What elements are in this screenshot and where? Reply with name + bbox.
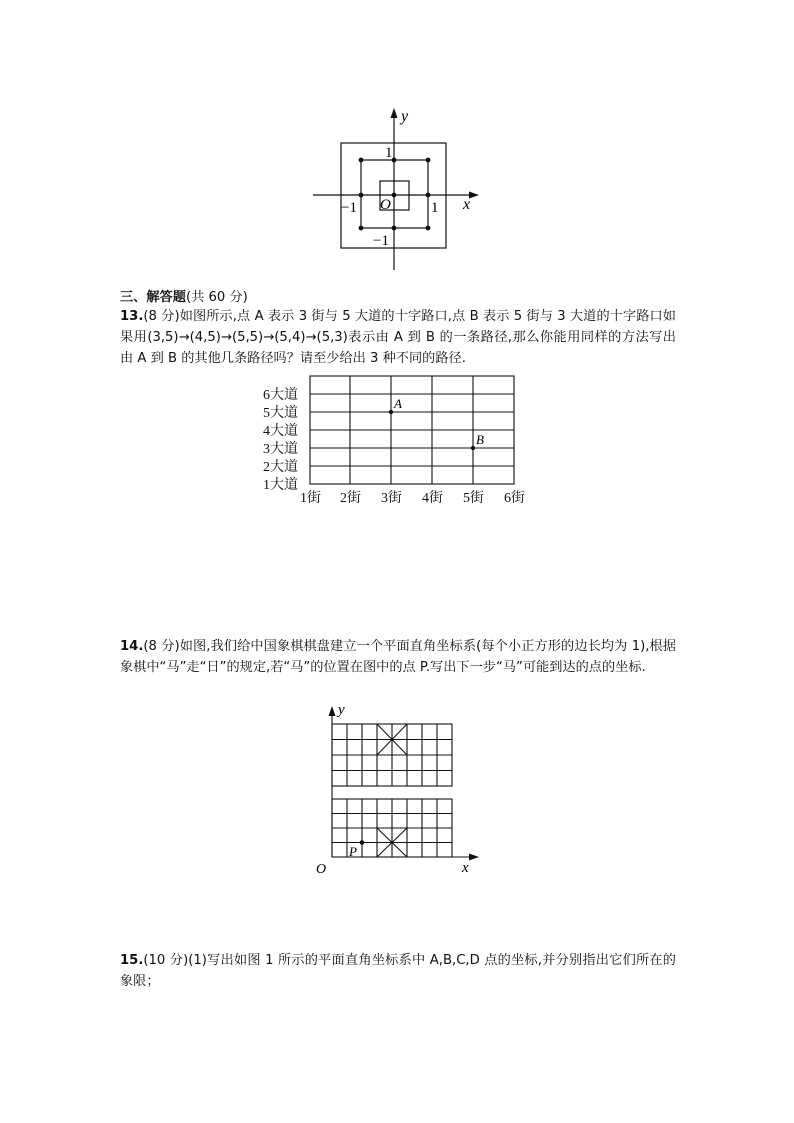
question-13-number: 13. — [120, 309, 144, 324]
avenue-label: 6大道 — [263, 388, 298, 403]
question-14 — [120, 636, 676, 678]
point-a-label: A — [394, 396, 402, 411]
dot-origin — [392, 193, 397, 198]
chess-board-figure — [310, 700, 490, 880]
origin-label: O — [316, 862, 327, 877]
point-p-dot — [360, 840, 365, 845]
tick-label-neg-x: −1 — [341, 200, 357, 216]
tick-label-neg-y: −1 — [373, 233, 389, 249]
question-14-text: (8 分)如图,我们给中国象棋棋盘建立一个平面直角坐标系(每个小正方形的边长均为 1),根据象棋中“马”走“日”的规定,若“马”的位置在图中的点 P.写出下一步“马”可能到达的点的坐标. — [120, 639, 676, 675]
dot-top-left — [359, 158, 364, 163]
avenue-label: 2大道 — [263, 460, 298, 475]
dot-bottom-mid — [392, 226, 397, 231]
question-15 — [120, 950, 676, 992]
point-b-label: B — [476, 432, 484, 447]
street-label: 3街 — [381, 491, 402, 506]
dot-top-right — [426, 158, 431, 163]
street-label: 4街 — [422, 491, 443, 506]
street-label: 2街 — [340, 491, 361, 506]
tick-label-pos-x: 1 — [431, 200, 439, 216]
x-axis-arrow — [469, 192, 479, 199]
avenue-label: 5大道 — [263, 406, 298, 421]
y-axis-arrow — [329, 706, 336, 716]
question-14-number: 14. — [120, 639, 144, 654]
tick-label-pos-y: 1 — [385, 145, 393, 161]
y-axis-arrow — [391, 108, 398, 118]
dot-mid-left — [359, 193, 364, 198]
x-axis-label: x — [463, 196, 471, 213]
question-13-text: (8 分)如图所示,点 A 表示 3 街与 5 大道的十字路口,点 B 表示 5 街与 3 大道的十字路口如果用(3,5)→(4,5)→(5,5)→(5,4)→(5,3)表示由 A 到 B 的一条路径,那么你能用同样的方法写出由 A 到 B 的其他几条路径吗？请至少给出 3 种不同的路径. — [120, 309, 676, 366]
y-axis-label: y — [401, 108, 409, 125]
x-axis-arrow — [469, 854, 479, 861]
y-axis-label: y — [338, 702, 345, 718]
street-label: 5街 — [463, 491, 484, 506]
avenue-label: 4大道 — [263, 424, 298, 439]
question-13 — [120, 306, 676, 369]
avenue-label: 3大道 — [263, 442, 298, 457]
point-b-dot — [471, 446, 475, 450]
question-15-number: 15. — [120, 953, 144, 968]
x-axis-label: x — [462, 860, 469, 876]
coordinate-squares-figure — [300, 100, 490, 280]
street-label: 6街 — [504, 491, 525, 506]
question-15-text: (10 分)(1)写出如图 1 所示的平面直角坐标系中 A,B,C,D 点的坐标,并分别指出它们所在的象限； — [120, 953, 676, 989]
dot-bottom-left — [359, 226, 364, 231]
point-p-label: P — [349, 844, 357, 859]
avenue-label: 1大道 — [263, 478, 298, 493]
point-a-dot — [389, 410, 393, 414]
street-label: 1街 — [300, 491, 321, 506]
section-heading: 三、解答题(共 60 分) — [120, 290, 248, 305]
dot-bottom-right — [426, 226, 431, 231]
dot-mid-right — [426, 193, 431, 198]
street-grid-figure — [255, 368, 535, 510]
origin-label: O — [380, 197, 391, 213]
